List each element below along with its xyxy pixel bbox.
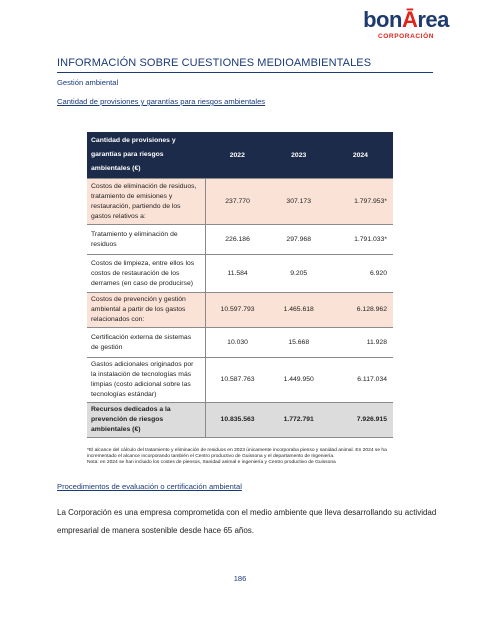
header-label: Cantidad de provisiones y garantías para riesgos ambientales (€) [87,132,205,179]
table-row [87,403,393,438]
table-row [87,328,393,358]
bonarea-logo [358,8,454,40]
cell-value: 10.835.563 [205,403,270,438]
provisions-table [87,132,393,438]
table-note: *El alcance del cálculo del tratamiento y eliminación de residuos en 2023 únicamente incorporaba pienso y sanidad animal. En 2024 se ha incrementado el alcance incorporando también el Centro productivo de Guissona y el departamento de Ingeniería. [87,448,387,460]
cell-value: 9.205 [270,255,328,293]
cell-value: 11.584 [205,255,270,293]
row-label: Tratamiento y eliminación de residuos [87,225,205,255]
cell-value: 1.772.791 [270,403,328,438]
row-label: Costos de prevención y gestión ambiental a partir de los gastos relacionados con: [87,293,205,328]
cell-value: 6.117.034 [328,358,393,403]
subsection-heading: Cantidad de provisiones y garantías para riesgos ambientales [57,97,266,106]
table-notes [87,448,407,467]
cell-value: 10.587.763 [205,358,270,403]
cell-value: 1.791.033* [328,225,393,255]
cell-value: 6.920 [328,255,393,293]
cell-value: 11.928 [328,328,393,358]
header-year-2024: 2024 [328,132,393,179]
logo-subtitle: CORPORACIÓN [377,33,435,40]
section-heading: Gestión ambiental [57,78,119,87]
table-row [87,255,393,293]
cell-value: 226.186 [205,225,270,255]
cell-value: 6.128.962 [328,293,393,328]
logo-wordmark: bonĀrea [363,7,449,32]
body-paragraph: La Corporación es una empresa comprometida con el medio ambiente que lleva desarrollando su actividad empresarial de manera sostenible desde hace 65 años. [57,508,437,535]
row-label: Gastos adicionales originados por la instalación de tecnologías más limpias (costo adicional sobre las tecnologías estándar) [87,358,205,403]
title-divider [57,72,433,73]
cell-value: 1.465.618 [270,293,328,328]
table-row [87,179,393,225]
cell-value: 237.770 [205,179,270,225]
table-header-row [87,132,393,179]
page-number: 186 [233,574,247,583]
cell-value: 10.030 [205,328,270,358]
row-label: Certificación externa de sistemas de gestión [87,328,205,358]
cell-value: 15.668 [270,328,328,358]
row-label: Costos de limpieza, entre ellos los costos de restauración de los derrames (en caso de producirse) [87,255,205,293]
row-label: Recursos dedicados a la prevención de riesgos ambientales (€) [87,403,205,438]
table-row [87,293,393,328]
cell-value: 1.797.953* [328,179,393,225]
cell-value: 10.597.793 [205,293,270,328]
section-heading-certification: Procedimientos de evaluación o certificación ambiental [57,482,242,491]
cell-value: 7.926.915 [328,403,393,438]
row-label: Costos de eliminación de residuos, tratamiento de emisiones y restauración, partiendo de los gastos relativos a: [87,179,205,225]
table-note: Nota: en 2024 se han incluido los costes de piensos, Sanidad animal e ingeniería y Centro productivo de Guissona [87,460,336,466]
header-year-2022: 2022 [205,132,270,179]
header-year-2023: 2023 [270,132,328,179]
cell-value: 297.968 [270,225,328,255]
table-row [87,225,393,255]
cell-value: 307.173 [270,179,328,225]
table-row [87,358,393,403]
cell-value: 1.449.950 [270,358,328,403]
page-title: INFORMACIÓN SOBRE CUESTIONES MEDIOAMBIENTALES [57,57,372,69]
